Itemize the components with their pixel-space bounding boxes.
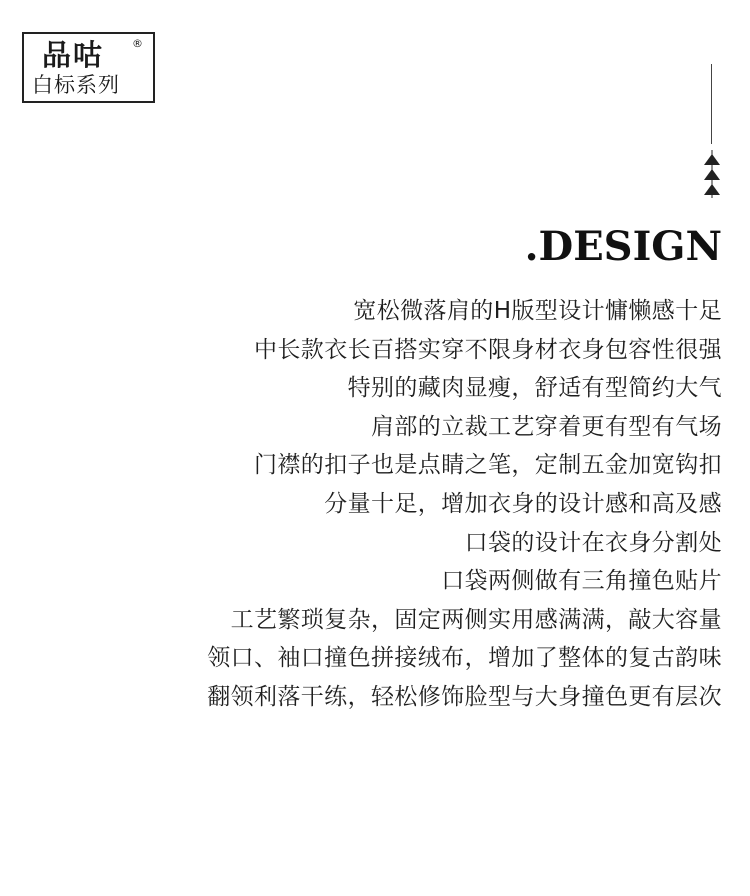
description-line: 领口、袖口撞色拼接绒布，增加了整体的复古韵味 xyxy=(207,645,722,672)
description-line: 工艺繁琐复杂，固定两侧实用感满满，敲大容量 xyxy=(230,606,722,633)
brand-logo xyxy=(22,32,155,103)
registered-mark: ® xyxy=(132,37,143,50)
description-line: 宽松微落肩的H版型设计慵懒感十足 xyxy=(353,298,722,324)
description-line: 口袋的设计在衣身分割处 xyxy=(464,529,722,556)
description-line: 口袋两侧做有三角撞色贴片 xyxy=(441,568,722,595)
logo-series-name: 白标系列 xyxy=(32,73,120,97)
description-line: 中长款衣长百搭实穿不限身材衣身包容性很强 xyxy=(254,336,722,363)
design-heading: .DESIGN xyxy=(524,223,722,270)
description-line: 肩部的立裁工艺穿着更有型有气场 xyxy=(371,413,722,440)
description-line: 门襟的扣子也是点睛之笔，定制五金加宽钩扣 xyxy=(254,452,722,479)
description-list xyxy=(207,292,722,717)
description-line: 翻领利落干练，轻松修饰脸型与大身撞色更有层次 xyxy=(207,683,722,710)
logo-brand-name: 品咕 xyxy=(42,38,105,72)
decorative-vertical-line xyxy=(711,64,712,144)
triple-arrow-up-icon xyxy=(701,150,723,198)
description-line: 分量十足，增加衣身的设计感和高及感 xyxy=(324,490,722,517)
description-line: 特别的藏肉显瘦，舒适有型简约大气 xyxy=(347,375,722,402)
